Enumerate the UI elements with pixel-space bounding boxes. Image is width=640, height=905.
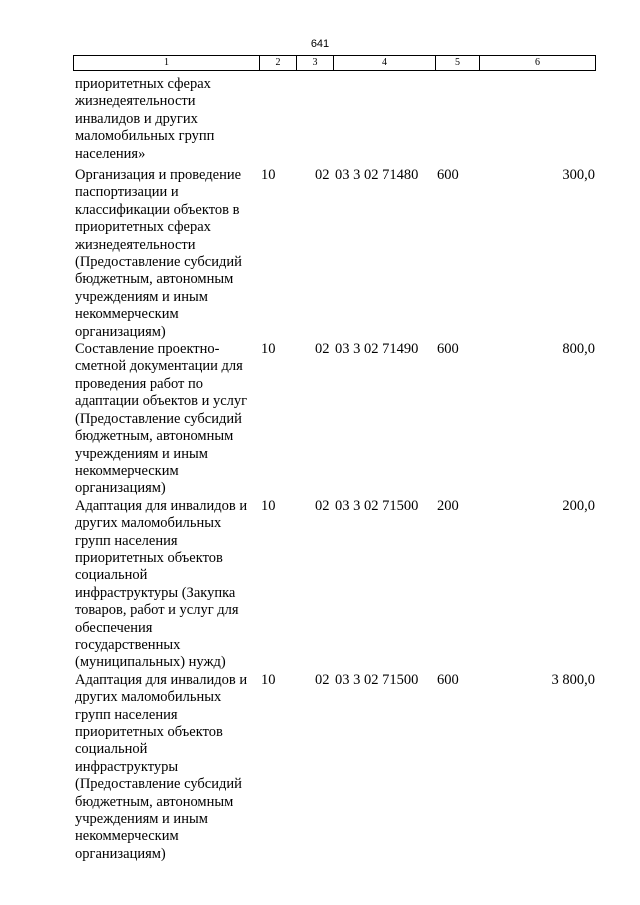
row-description: Адаптация для инвалидов и других маломобильных групп населения приоритетных объектов социальной инфраструктуры (Закупка товаров, работ и услуг для обеспечения государственных (муниципальных) нужд) (75, 497, 248, 671)
row-subsection (299, 76, 333, 167)
row-amount: 200,0 (562, 497, 595, 514)
row-section: 10 (261, 167, 276, 183)
row-description: Составление проектно- сметной документации для проведения работ по адаптации объектов и услуг (Предоставление субсидий бюджетным, автономным учреждениям и иным некоммерческим организациям) (75, 341, 248, 497)
budget-table (73, 76, 595, 863)
row-target-article: 03 3 02 71480 (335, 167, 419, 183)
row-subsection: 02 (315, 167, 330, 183)
row-target-article: 03 3 02 71490 (335, 341, 419, 358)
table-row (73, 672, 595, 863)
row-subsection: 02 (315, 341, 330, 358)
row-description: Адаптация для инвалидов и других маломобильных групп населения приоритетных объектов социальной инфраструктуры (Предоставление субсидий бюджетным, автономным учреждениям и иным некоммерческим организациям) (75, 671, 248, 862)
table-row (73, 76, 595, 167)
header-cell-2: 2 (260, 56, 297, 71)
page-number: 641 (310, 38, 330, 50)
header-row (74, 56, 596, 71)
row-amount: 800,0 (562, 341, 595, 358)
row-amount: 300,0 (562, 167, 595, 183)
row-amount: 3 800,0 (551, 671, 595, 688)
table-row (73, 498, 595, 672)
row-description: приоритетных сферах жизнедеятельности инвалидов и других маломобильных групп населения» (75, 76, 215, 162)
row-target-article: 03 3 02 71500 (335, 671, 419, 688)
row-section (257, 76, 299, 167)
row-expense-type (435, 76, 479, 167)
table-row (73, 341, 595, 498)
header-cell-4: 4 (334, 56, 436, 71)
header-cell-1: 1 (74, 56, 260, 71)
column-number-header (73, 55, 596, 71)
row-target-article (333, 76, 435, 167)
row-expense-type: 600 (437, 341, 459, 358)
row-amount (479, 76, 595, 167)
row-subsection: 02 (315, 497, 330, 514)
row-description: Организация и проведение паспортизации и классификации объектов в приоритетных сферах жизнедеятельности (Предоставление субсидий бюджетным, автономным учреждениям и иным некоммерческим организациям) (75, 167, 242, 340)
row-target-article: 03 3 02 71500 (335, 497, 419, 514)
header-cell-3: 3 (297, 56, 334, 71)
row-subsection: 02 (315, 671, 330, 688)
row-section: 10 (261, 341, 276, 358)
table-row (73, 167, 595, 341)
row-expense-type: 200 (437, 497, 459, 514)
header-cell-6: 6 (480, 56, 596, 71)
row-expense-type: 600 (437, 167, 459, 183)
row-section: 10 (261, 497, 276, 514)
header-cell-5: 5 (436, 56, 480, 71)
row-expense-type: 600 (437, 671, 459, 688)
row-section: 10 (261, 671, 276, 688)
